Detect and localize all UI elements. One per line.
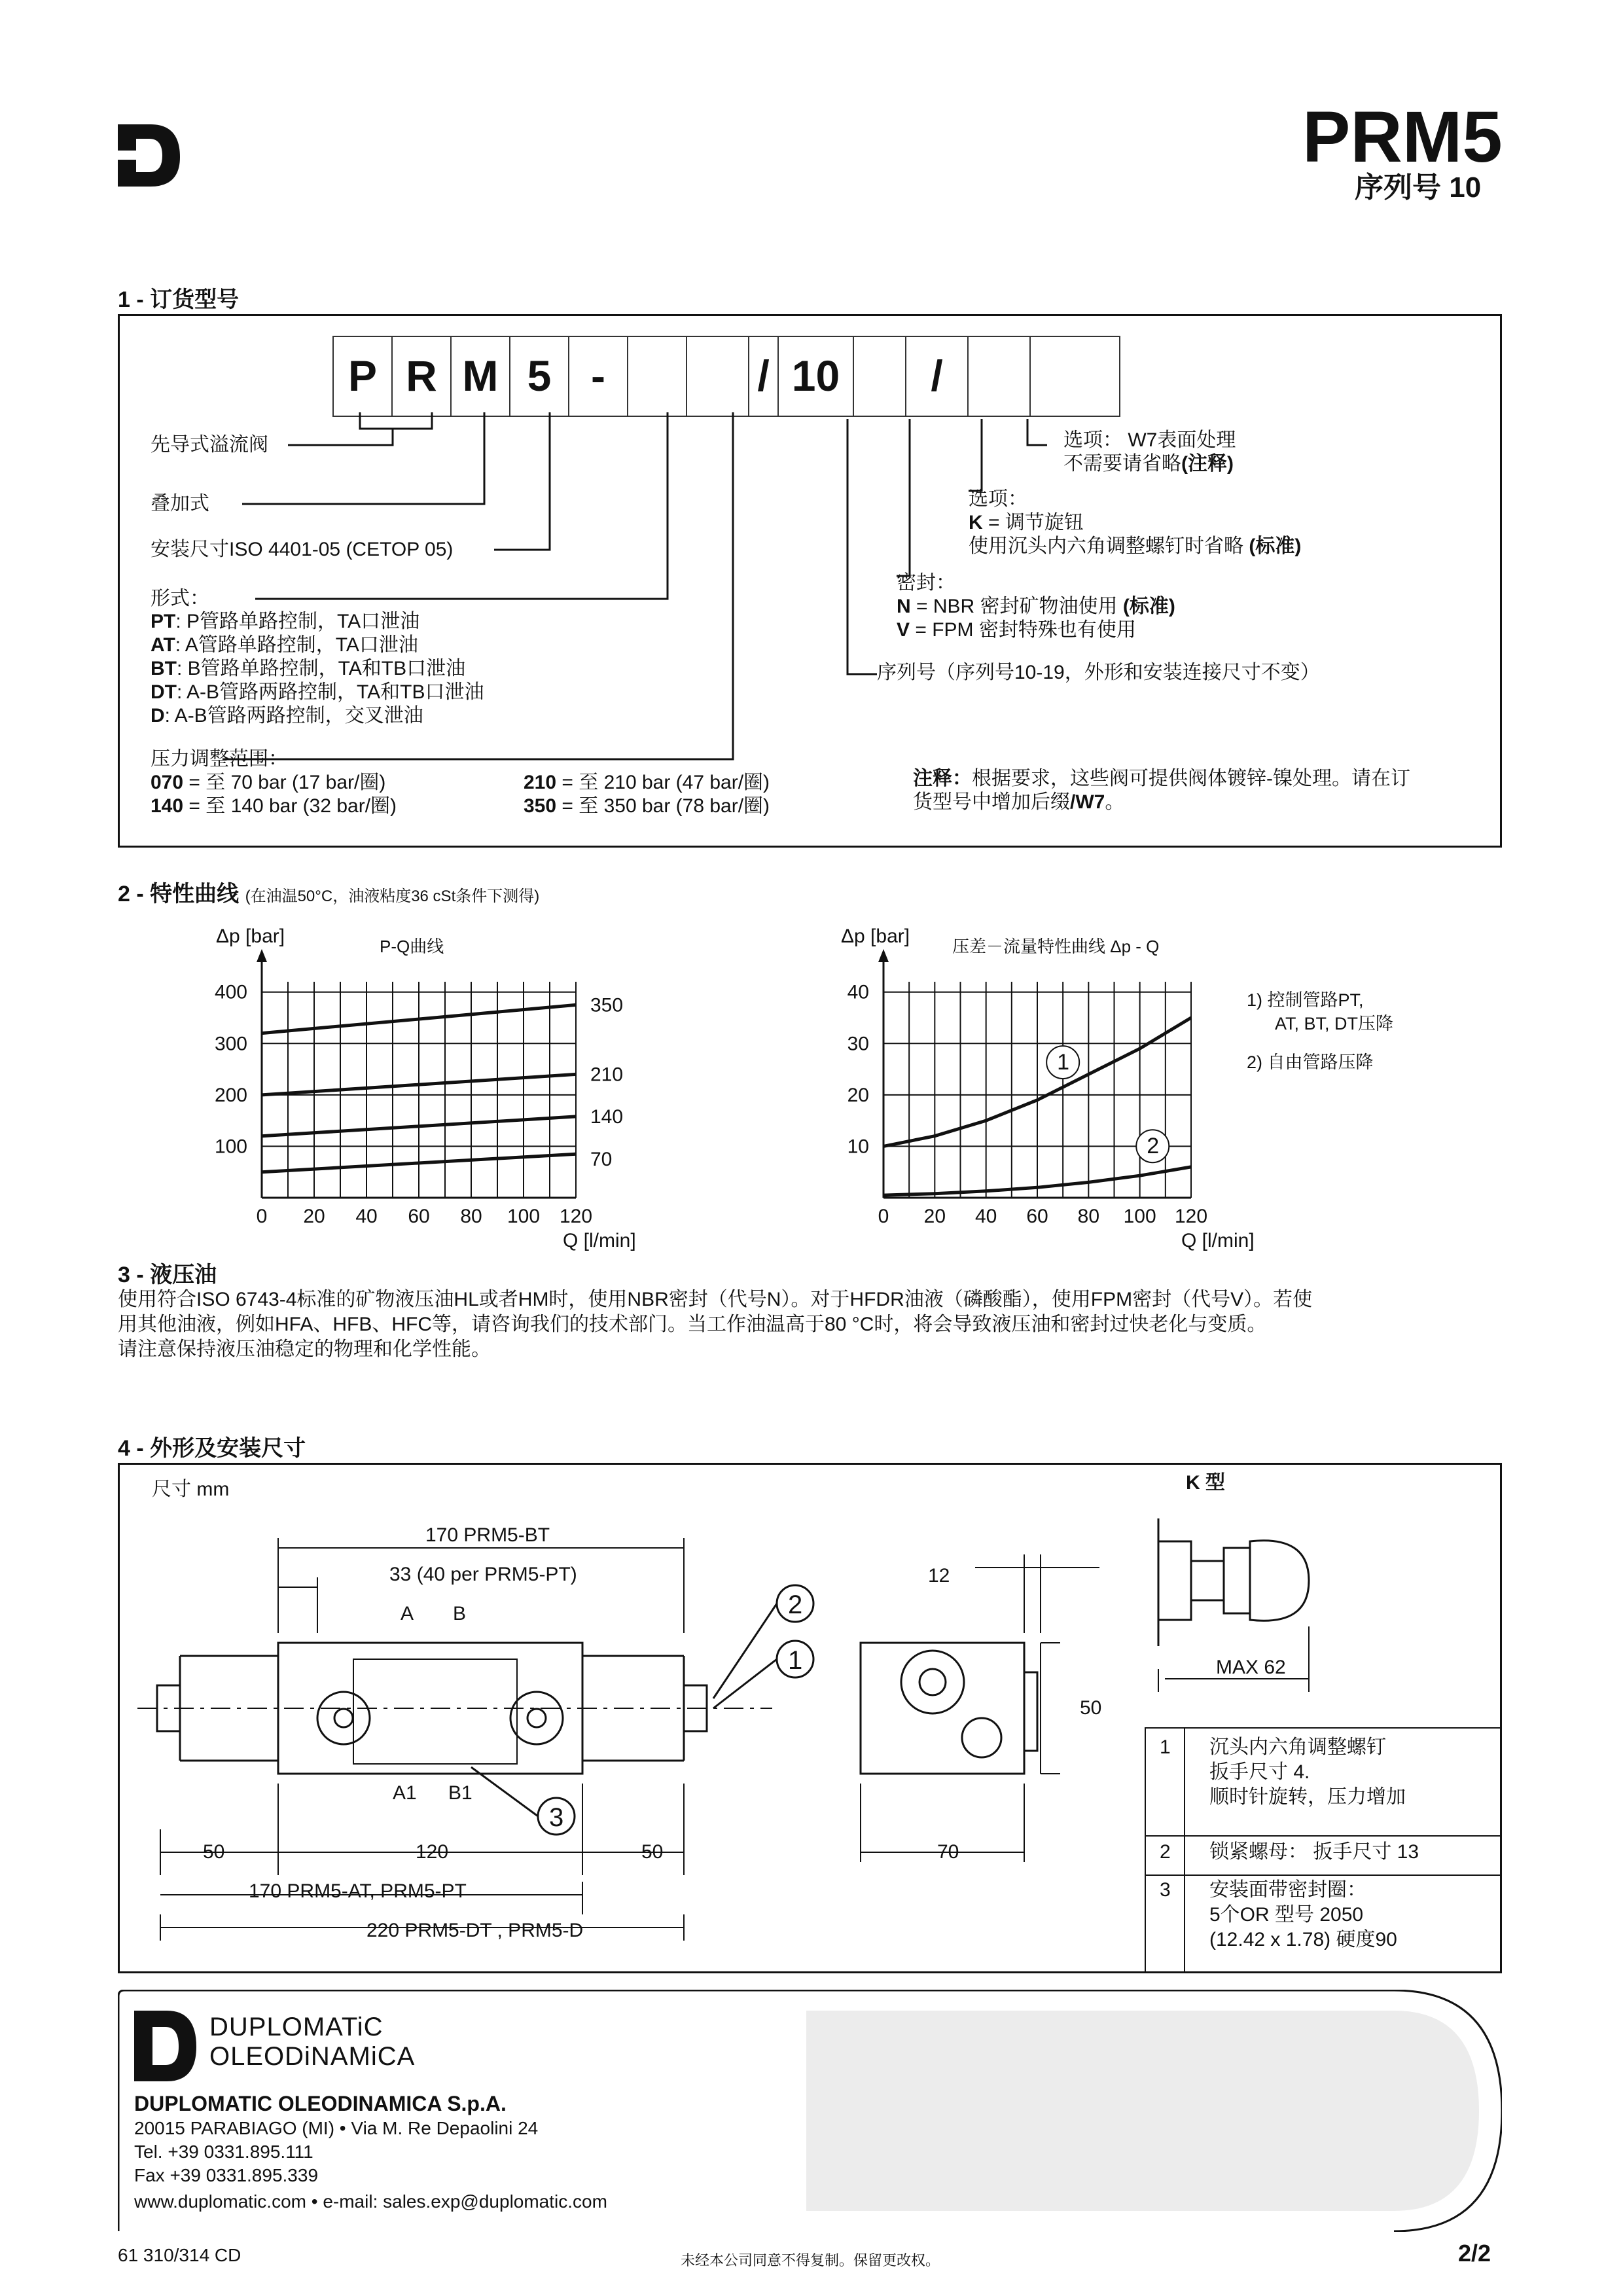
code-cell: 5 [510,337,569,416]
footer-logo-icon [134,2011,200,2083]
chart-ylabel: Δp [bar] [216,925,285,947]
chart-ylabel: Δp [bar] [841,925,910,947]
section-2-title: 2 - 特性曲线 (在油温50°C，油液粘度36 cSt条件下测得) [118,882,540,906]
x-tick-label: 120 [559,1206,593,1227]
parts-text: 安装面带密封圈： [1209,1879,1366,1901]
series-note: 序列号（序列号10-19，外形和安装连接尺寸不变） [877,662,1320,683]
code-cell: - [569,337,628,416]
valve-side-view [861,1643,1024,1774]
pressure-item: 070 = 至 70 bar (17 bar/圈) [151,772,386,793]
parts-num: 3 [1160,1879,1171,1901]
modular-label: 叠加式 [151,493,209,514]
y-axis-arrow [878,949,889,962]
pressure-item: 350 = 至 350 bar (78 bar/圈) [524,795,770,817]
x-tick-label: 100 [1123,1206,1156,1227]
copyright: 未经本公司同意不得复制。保留更改权。 [681,2252,940,2269]
x-tick-label: 20 [303,1206,325,1227]
section-4-title: 4 - 外形及安装尺寸 [118,1436,306,1461]
product-title: PRM5 [1302,97,1503,177]
plating-note: 注释：根据要求，这些阀可提供阀体镀锌-镍处理。请在订 [913,768,1410,789]
dim-220: 220 PRM5-DT , PRM5-D [366,1920,584,1941]
form-title: 形式： [151,588,209,609]
company-address: 20015 PARABIAGO (MI) • Via M. Re Depaolini 24 [134,2118,539,2138]
form-item: D: A-B管路两路控制，交叉泄油 [151,705,423,726]
callout-3: 3 [549,1803,564,1832]
parts-text: 顺时针旋转，压力增加 [1209,1786,1406,1808]
logo-text-1: DUPLOMATiC [209,2013,383,2041]
company-name: DUPLOMATIC OLEODINAMICA S.p.A. [134,2092,507,2115]
section-3-title: 3 - 液压油 [118,1263,217,1287]
seal-n: N = NBR 密封矿物油使用 (标准) [897,596,1175,617]
x-tick-label: 80 [1077,1206,1100,1227]
pq-chart [183,916,681,1257]
port-a1-label: A1 [393,1782,417,1804]
dim-70: 70 [937,1841,959,1863]
section-1-title: 1 - 订货型号 [118,287,240,312]
code-cell: 10 [779,337,854,416]
x-tick-label: 40 [355,1206,378,1227]
seal-v: V = FPM 密封特殊也有使用 [897,619,1136,641]
company-tel: Tel. +39 0331.895.111 [134,2142,313,2162]
company-web: www.duplomatic.com • e-mail: sales.exp@duplomatic.com [134,2191,607,2212]
fluid-text-1: 使用符合ISO 6743-4标准的矿物液压油HL或者HM时，使用NBR密封（代号N）。对于HFDR油液（磷酸酯），使用FPM密封（代号V）。若使 [118,1289,1313,1310]
y-tick-label: 40 [847,981,869,1003]
x-tick-label: 0 [878,1206,889,1227]
x-tick-label: 60 [408,1206,430,1227]
pressure-title: 压力调整范围： [151,748,288,770]
form-item: AT: A管路单路控制，TA口泄油 [151,634,418,656]
mounting-label: 安装尺寸ISO 4401-05 (CETOP 05) [151,539,454,560]
pilot-label: 先导式溢流阀 [151,434,268,456]
series-label: 2 [1147,1134,1160,1159]
option-w7-note: 不需要请省略(注释) [1063,453,1234,475]
x-tick-label: 20 [923,1206,946,1227]
code-cell: M [452,337,510,416]
legend-1a: 1) 控制管路PT, [1247,990,1364,1010]
dim-170-bt: 170 PRM5-BT [425,1524,550,1546]
code-cell: / [749,337,779,416]
parts-text: (12.42 x 1.78) 硬度90 [1209,1929,1397,1950]
form-item: DT: A-B管路两路控制，TA和TB口泄油 [151,681,484,703]
y-tick-label: 10 [847,1136,869,1158]
x-tick-label: 80 [460,1206,482,1227]
y-axis-arrow [257,949,267,962]
dim-170-at: 170 PRM5-AT, PRM5-PT [249,1880,467,1902]
chart-title: 压差－流量特性曲线 Δp - Q [952,937,1160,956]
form-item: PT: P管路单路控制，TA口泄油 [151,611,420,632]
series-label: 140 [590,1105,624,1128]
series-label: 350 [590,994,624,1016]
seal-title: 密封： [897,572,955,594]
chart-title: P-Q曲线 [380,937,444,956]
dim-50-right: 50 [641,1841,664,1863]
series-label: 70 [590,1149,613,1171]
callout-2: 2 [788,1590,803,1619]
y-tick-label: 20 [847,1084,869,1106]
option-k-note: 使用沉头内六角调整螺钉时省略 (标准) [969,535,1302,557]
fluid-text-2: 用其他油液，例如HFA、HFB、HFC等，请咨询我们的技术部门。当工作油温高于80 °C时，将会导致液压油和密封过快老化与变质。 [118,1314,1267,1335]
parts-num: 2 [1160,1841,1171,1863]
parts-text: 沉头内六角调整螺钉 [1209,1736,1386,1758]
plating-note-2: 货型号中增加后缀/W7。 [913,791,1125,813]
dpq-chart [798,916,1296,1257]
logo-text-2: OLEODiNAMiCA [209,2042,416,2071]
series-label: 1 [1057,1050,1070,1075]
y-tick-label: 100 [214,1136,247,1158]
series-label: 210 [590,1064,624,1086]
dim-33: 33 (40 per PRM5-PT) [389,1564,577,1585]
y-tick-label: 30 [847,1033,869,1055]
code-cell: / [906,337,969,416]
series-label: 序列号 10 [1355,171,1482,204]
dim-12: 12 [928,1565,950,1587]
dim-max62: MAX 62 [1216,1657,1286,1678]
port-a-label: A [401,1603,414,1624]
parts-text: 锁紧螺母： 扳手尺寸 13 [1209,1841,1419,1863]
option-k-title: 选项： [969,488,1027,510]
chart-xlabel: Q [l/min] [1181,1230,1255,1251]
pressure-item: 210 = 至 210 bar (47 bar/圈) [524,772,770,793]
legend-2: 2) 自由管路压降 [1247,1052,1374,1072]
doc-code: 61 310/314 CD [118,2245,241,2265]
legend-1b: AT, BT, DT压降 [1275,1014,1394,1033]
x-tick-label: 100 [507,1206,541,1227]
form-item: BT: B管路单路控制，TA和TB口泄油 [151,658,466,679]
option-k: K = 调节旋钮 [969,512,1084,533]
port-b1-label: B1 [448,1782,473,1804]
x-tick-label: 60 [1026,1206,1048,1227]
callout-1: 1 [788,1646,803,1675]
y-tick-label: 400 [214,981,247,1003]
page-number: 2/2 [1458,2240,1491,2267]
y-tick-label: 200 [214,1084,247,1106]
dim-120: 120 [416,1841,449,1863]
dim-50-height: 50 [1080,1697,1102,1719]
unit-label: 尺寸 mm [152,1479,230,1500]
x-tick-label: 0 [256,1206,268,1227]
y-tick-label: 300 [214,1033,247,1055]
k-type-label: K 型 [1186,1472,1225,1494]
option-w7: 选项： W7表面处理 [1063,429,1236,451]
parts-text: 5个OR 型号 2050 [1209,1904,1364,1926]
code-cell: P [334,337,393,416]
chart-xlabel: Q [l/min] [563,1230,636,1251]
x-tick-label: 40 [974,1206,997,1227]
code-cell: R [393,337,452,416]
pressure-item: 140 = 至 140 bar (32 bar/圈) [151,795,397,817]
port-b-label: B [453,1603,467,1624]
parts-num: 1 [1160,1736,1171,1758]
parts-text: 扳手尺寸 4. [1209,1761,1310,1783]
dim-50-left: 50 [203,1841,225,1863]
x-tick-label: 120 [1174,1206,1208,1227]
company-fax: Fax +39 0331.895.339 [134,2165,319,2185]
fluid-text-3: 请注意保持液压油稳定的物理和化学性能。 [118,1338,491,1360]
